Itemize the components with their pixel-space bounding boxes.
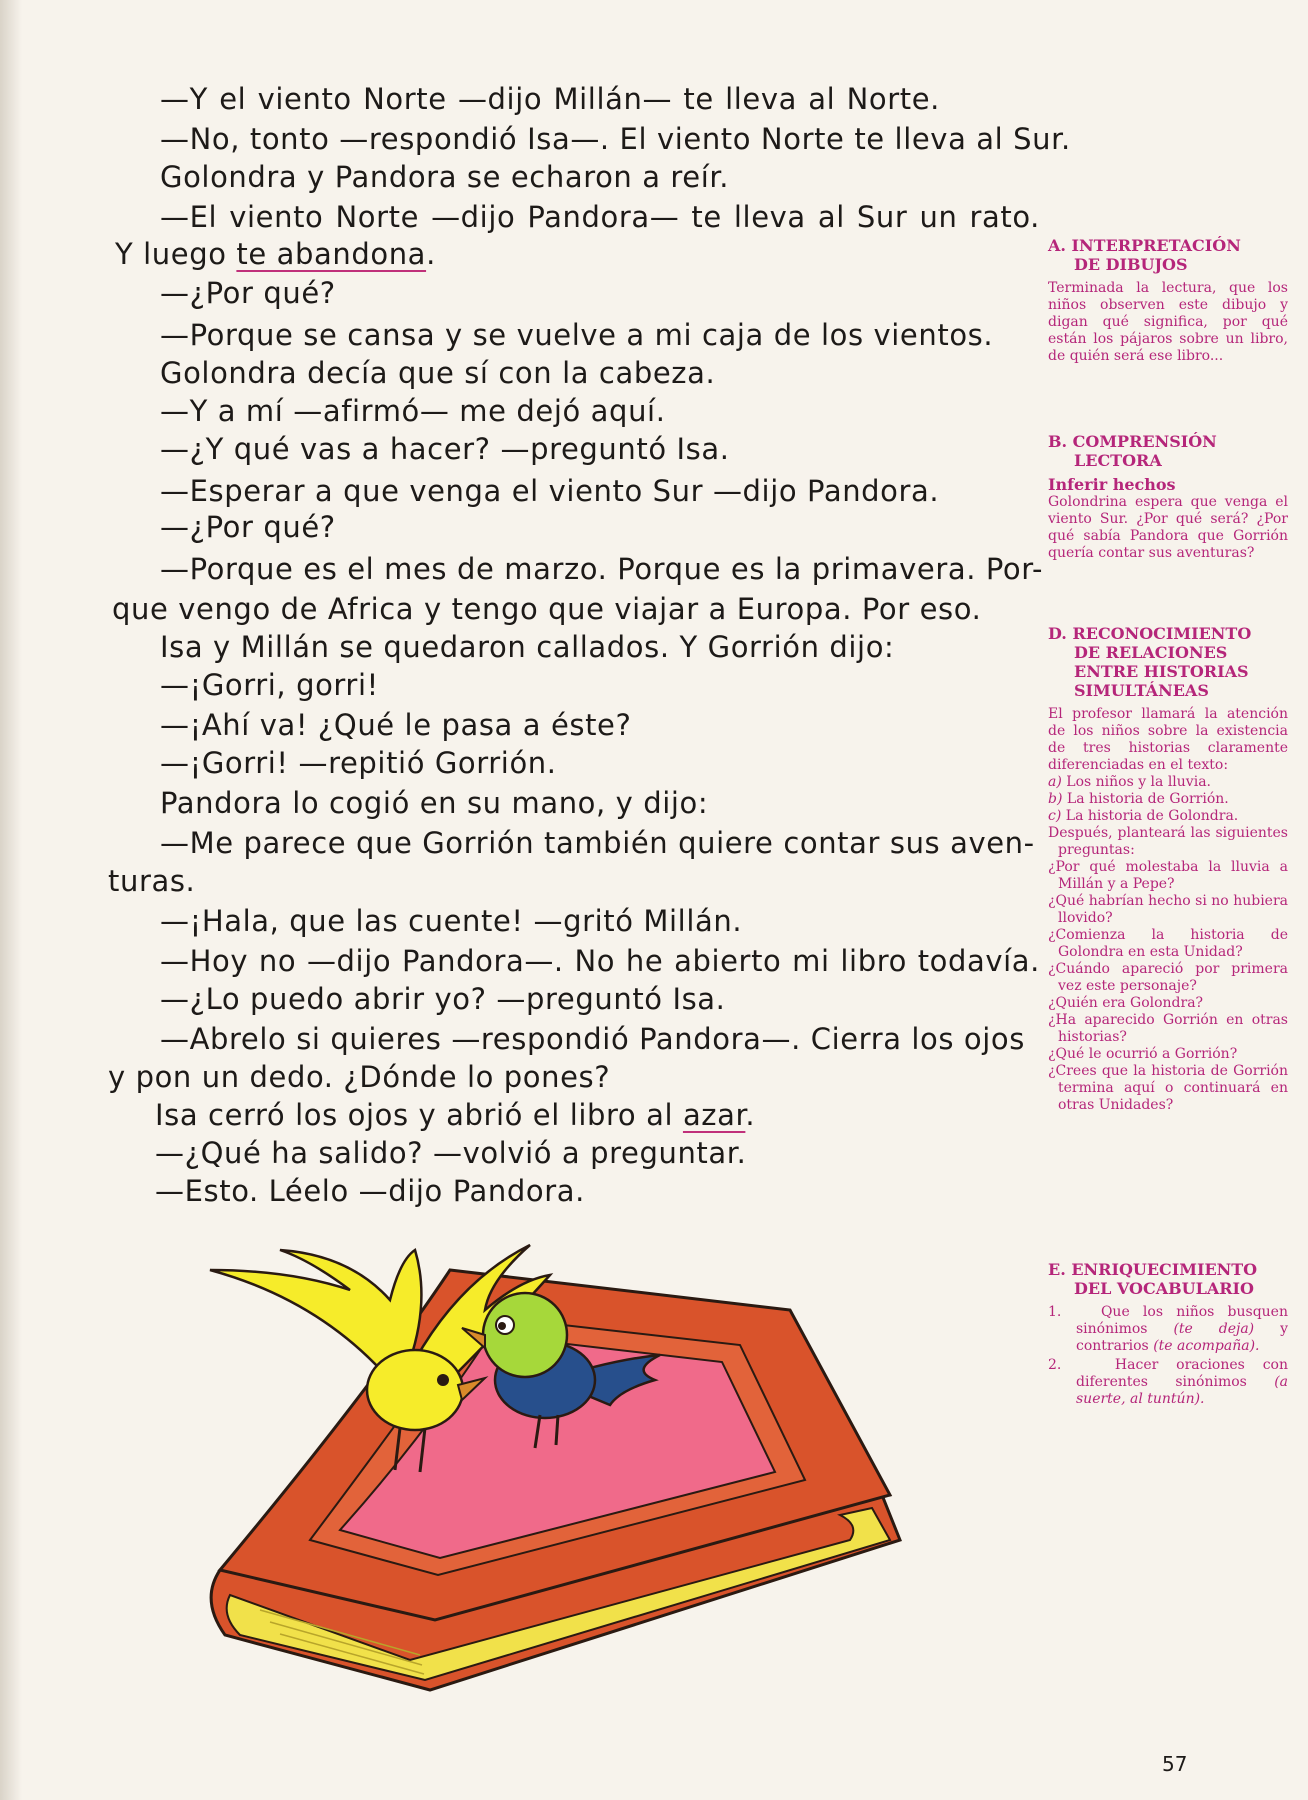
section-d-then: Después, planteará las siguientes preguntas: — [1048, 825, 1288, 858]
option-text: Los niños y la lluvia. — [1066, 774, 1211, 790]
section-d-intro: El profesor llamará la atención de los niños sobre la existencia de tres historias claramente diferenciadas en el texto: — [1048, 706, 1288, 773]
question: ¿Qué le ocurrió a Gorrión? — [1048, 1046, 1238, 1062]
story-line: —El viento Norte —dijo Pandora— te lleva al Sur un rato. — [160, 200, 1040, 234]
question: ¿Quién era Golondra? — [1048, 995, 1204, 1011]
question: ¿Ha aparecido Gorrión en otras historias? — [1048, 1012, 1288, 1045]
green-bird-leg — [556, 1415, 558, 1445]
section-d — [1048, 624, 1288, 1114]
section-b-title-line: B. COMPRENSIÓN — [1048, 432, 1217, 451]
question: ¿Qué habrían hecho si no hubiera llovido? — [1048, 893, 1288, 926]
story-line — [155, 1098, 755, 1132]
story-line: Golondra y Pandora se echaron a reír. — [160, 160, 730, 194]
story-text-fragment: . — [745, 1098, 756, 1132]
section-d-title — [1048, 624, 1288, 700]
story-option — [1048, 791, 1288, 808]
option-letter: c) — [1048, 808, 1062, 824]
section-a-title — [1048, 236, 1288, 274]
option-letter: b) — [1048, 791, 1063, 807]
item-example: (te deja) — [1173, 1321, 1255, 1337]
section-b-text: Golondrina espera que venga el viento Sur. ¿Por qué será? ¿Por qué sabía Pandora que Gorrión quería contar sus aventuras? — [1048, 494, 1288, 561]
item-text: Hacer oraciones con diferentes sinónimos — [1076, 1357, 1288, 1390]
story-line: —No, tonto —respondió Isa—. El viento Norte te lleva al Sur. — [160, 122, 1071, 156]
section-b — [1048, 432, 1288, 562]
illustration-svg — [200, 1240, 960, 1720]
birds-on-book-illustration — [200, 1240, 960, 1720]
story-line: —¡Gorri, gorri! — [160, 668, 379, 702]
section-d-title-line: DE RELACIONES — [1074, 643, 1228, 662]
story-line: —Y a mí —afirmó— me dejó aquí. — [160, 394, 666, 428]
section-b-title-line: LECTORA — [1074, 451, 1162, 470]
green-bird-head — [483, 1293, 567, 1377]
story-line: —¿Por qué? — [160, 276, 336, 310]
story-line: —¿Y qué vas a hacer? —preguntó Isa. — [160, 432, 730, 466]
section-a-text: Terminada la lectura, que los niños observen este dibujo y digan qué significa, por qué están los pájaros sobre un libro, de quién será ese libro... — [1048, 280, 1288, 364]
yellow-bird-eye — [437, 1374, 449, 1386]
option-text: La historia de Golondra. — [1065, 808, 1239, 824]
story-text-fragment: Y luego — [115, 237, 237, 271]
section-a-title-line: A. INTERPRETACIÓN — [1048, 236, 1241, 255]
story-line: —Y el viento Norte —dijo Millán— te lleva al Norte. — [160, 82, 940, 116]
story-line: —Esto. Léelo —dijo Pandora. — [155, 1174, 585, 1208]
story-line: turas. — [108, 864, 196, 898]
story-line: —Hoy no —dijo Pandora—. No he abierto mi libro todavía. — [160, 944, 1040, 978]
story-line — [115, 237, 436, 271]
story-line: —¡Hala, que las cuente! —gritó Millán. — [160, 904, 743, 938]
story-line: que vengo de Africa y tengo que viajar a Europa. Por eso. — [112, 592, 982, 626]
story-line: —¡Ahí va! ¿Qué le pasa a éste? — [160, 708, 632, 742]
story-option — [1048, 774, 1288, 791]
section-a-title-line: DE DIBUJOS — [1074, 255, 1188, 274]
section-b-title — [1048, 432, 1288, 470]
story-line: —Esperar a que venga el viento Sur —dijo Pandora. — [160, 474, 940, 508]
section-a — [1048, 236, 1288, 365]
story-line: —¿Lo puedo abrir yo? —preguntó Isa. — [160, 982, 726, 1016]
story-line: —Abrelo si quieres —respondió Pandora—. Cierra los ojos — [160, 1022, 1025, 1056]
story-option — [1048, 808, 1288, 825]
option-text: La historia de Gorrión. — [1066, 791, 1229, 807]
section-d-title-line: SIMULTÁNEAS — [1074, 681, 1209, 700]
story-line: Golondra decía que sí con la cabeza. — [160, 356, 716, 390]
story-line: —Porque es el mes de marzo. Porque es la primavera. Por- — [160, 552, 1044, 586]
story-line: —Me parece que Gorrión también quiere contar sus aven- — [160, 826, 1035, 860]
story-text-fragment: . — [426, 237, 436, 271]
green-bird-pupil — [498, 1322, 506, 1330]
item-example: (a suerte, al tuntún). — [1076, 1374, 1288, 1407]
vocabulary-item: 2. Hacer oraciones con diferentes sinónimos (a suerte, al tuntún). — [1048, 1357, 1288, 1407]
section-b-subtitle: Inferir hechos — [1048, 475, 1176, 494]
section-e-title-line: E. ENRIQUECIMIENTO — [1048, 1260, 1258, 1279]
underlined-word: azar — [682, 1098, 746, 1132]
section-e-title-line: DEL VOCABULARIO — [1074, 1279, 1254, 1298]
option-letter: a) — [1048, 774, 1062, 790]
question: ¿Cuándo apareció por primera vez este personaje? — [1048, 961, 1288, 994]
story-line: —¡Gorri! —repitió Gorrión. — [160, 746, 557, 780]
question: ¿Crees que la historia de Gorrión termina aquí o continuará en otras Unidades? — [1048, 1063, 1288, 1113]
item-text: y contrarios — [1076, 1321, 1288, 1354]
vocabulary-item: 1. Que los niños busquen sinónimos (te deja) y contrarios (te acompaña). — [1048, 1304, 1288, 1354]
page-number: 57 — [1162, 1752, 1188, 1776]
story-line: —Porque se cansa y se vuelve a mi caja de los vientos. — [160, 318, 994, 352]
yellow-bird-body — [367, 1350, 463, 1430]
underlined-phrase: te abandona — [236, 237, 427, 271]
section-d-title-line: D. RECONOCIMIENTO — [1048, 624, 1252, 643]
story-line: —¿Por qué? — [160, 510, 336, 544]
story-line: Isa y Millán se quedaron callados. Y Gorrión dijo: — [160, 630, 895, 664]
item-example: (te acompaña). — [1153, 1338, 1260, 1354]
story-line: Pandora lo cogió en su mano, y dijo: — [160, 786, 709, 820]
section-e — [1048, 1260, 1288, 1410]
story-line: y pon un dedo. ¿Dónde lo pones? — [108, 1060, 611, 1094]
section-d-title-line: ENTRE HISTORIAS — [1074, 662, 1249, 681]
story-text-fragment: Isa cerró los ojos y abrió el libro al — [155, 1098, 683, 1132]
item-text: Que los niños busquen sinónimos — [1076, 1304, 1288, 1337]
question: ¿Por qué molestaba la lluvia a Millán y a Pepe? — [1048, 859, 1288, 892]
story-line: —¿Qué ha salido? —volvió a preguntar. — [155, 1136, 747, 1170]
section-e-title — [1048, 1260, 1288, 1298]
question: ¿Comienza la historia de Golondra en esta Unidad? — [1048, 927, 1288, 960]
